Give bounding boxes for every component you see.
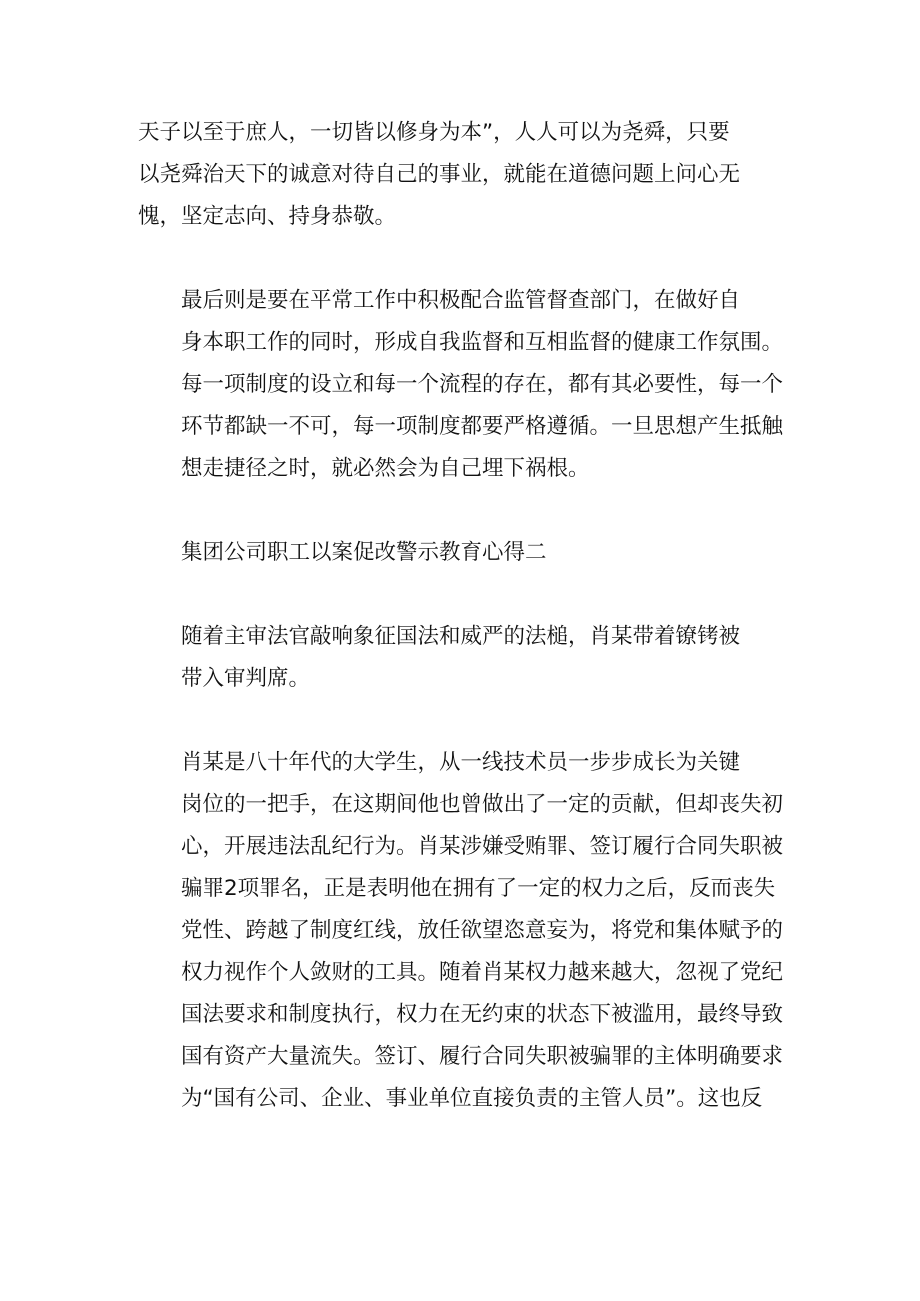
paragraph — [138, 742, 798, 1120]
text-line: 岗位的一把手，在这期间他也曾做出了一定的贡献，但却丧失初 — [181, 792, 784, 817]
text-line: 最后则是要在平常工作中积极配合监管督查部门，在做好自 — [181, 288, 741, 313]
text-line: 以尧舜治天下的诚意对待自己的事业，就能在道德问题上问心无 — [138, 162, 741, 187]
text-line: 骗罪2项罪名，正是表明他在拥有了一定的权力之后，反而丧失 — [181, 876, 776, 901]
text-line: 心，开展违法乱纪行为。肖某涉嫌受贿罪、签订履行合同失职被 — [181, 834, 784, 859]
text-line: 集团公司职工以案促改警示教育心得二 — [181, 540, 547, 565]
text-line: 权力视作个人敛财的工具。随着肖某权力越来越大，忽视了党纪 — [181, 960, 784, 985]
paragraph — [138, 532, 798, 574]
text-line: 愧，坚定志向、持身恭敬。 — [138, 204, 397, 229]
text-line: 每一项制度的设立和每一个流程的存在，都有其必要性，每一个 — [181, 372, 784, 397]
text-line: 天子以至于庶人，一切皆以修身为本”，人人可以为尧舜，只要 — [138, 120, 730, 145]
text-line: 党性、跨越了制度红线，放任欲望恣意妄为，将党和集体赋予的 — [181, 918, 784, 943]
text-line: 带入审判席。 — [181, 666, 311, 691]
paragraph — [138, 616, 798, 700]
paragraph — [138, 112, 798, 238]
text-line: 为“国有公司、企业、事业单位直接负责的主管人员”。这也反 — [181, 1086, 763, 1111]
text-line: 环节都缺一不可，每一项制度都要严格遵循。一旦思想产生抵触 — [181, 414, 784, 439]
text-line: 身本职工作的同时，形成自我监督和互相监督的健康工作氛围。 — [181, 330, 784, 355]
document-body — [138, 112, 798, 1162]
text-line: 肖某是八十年代的大学生，从一线技术员一步步成长为关键 — [181, 750, 741, 775]
text-line: 国有资产大量流失。签订、履行合同失职被骗罪的主体明确要求 — [181, 1044, 784, 1069]
text-line: 想走捷径之时，就必然会为自己埋下祸根。 — [181, 456, 590, 481]
paragraph — [138, 280, 798, 490]
text-line: 随着主审法官敲响象征国法和威严的法槌，肖某带着镣铐被 — [181, 624, 741, 649]
text-line: 国法要求和制度执行，权力在无约束的状态下被滥用，最终导致 — [181, 1002, 784, 1027]
